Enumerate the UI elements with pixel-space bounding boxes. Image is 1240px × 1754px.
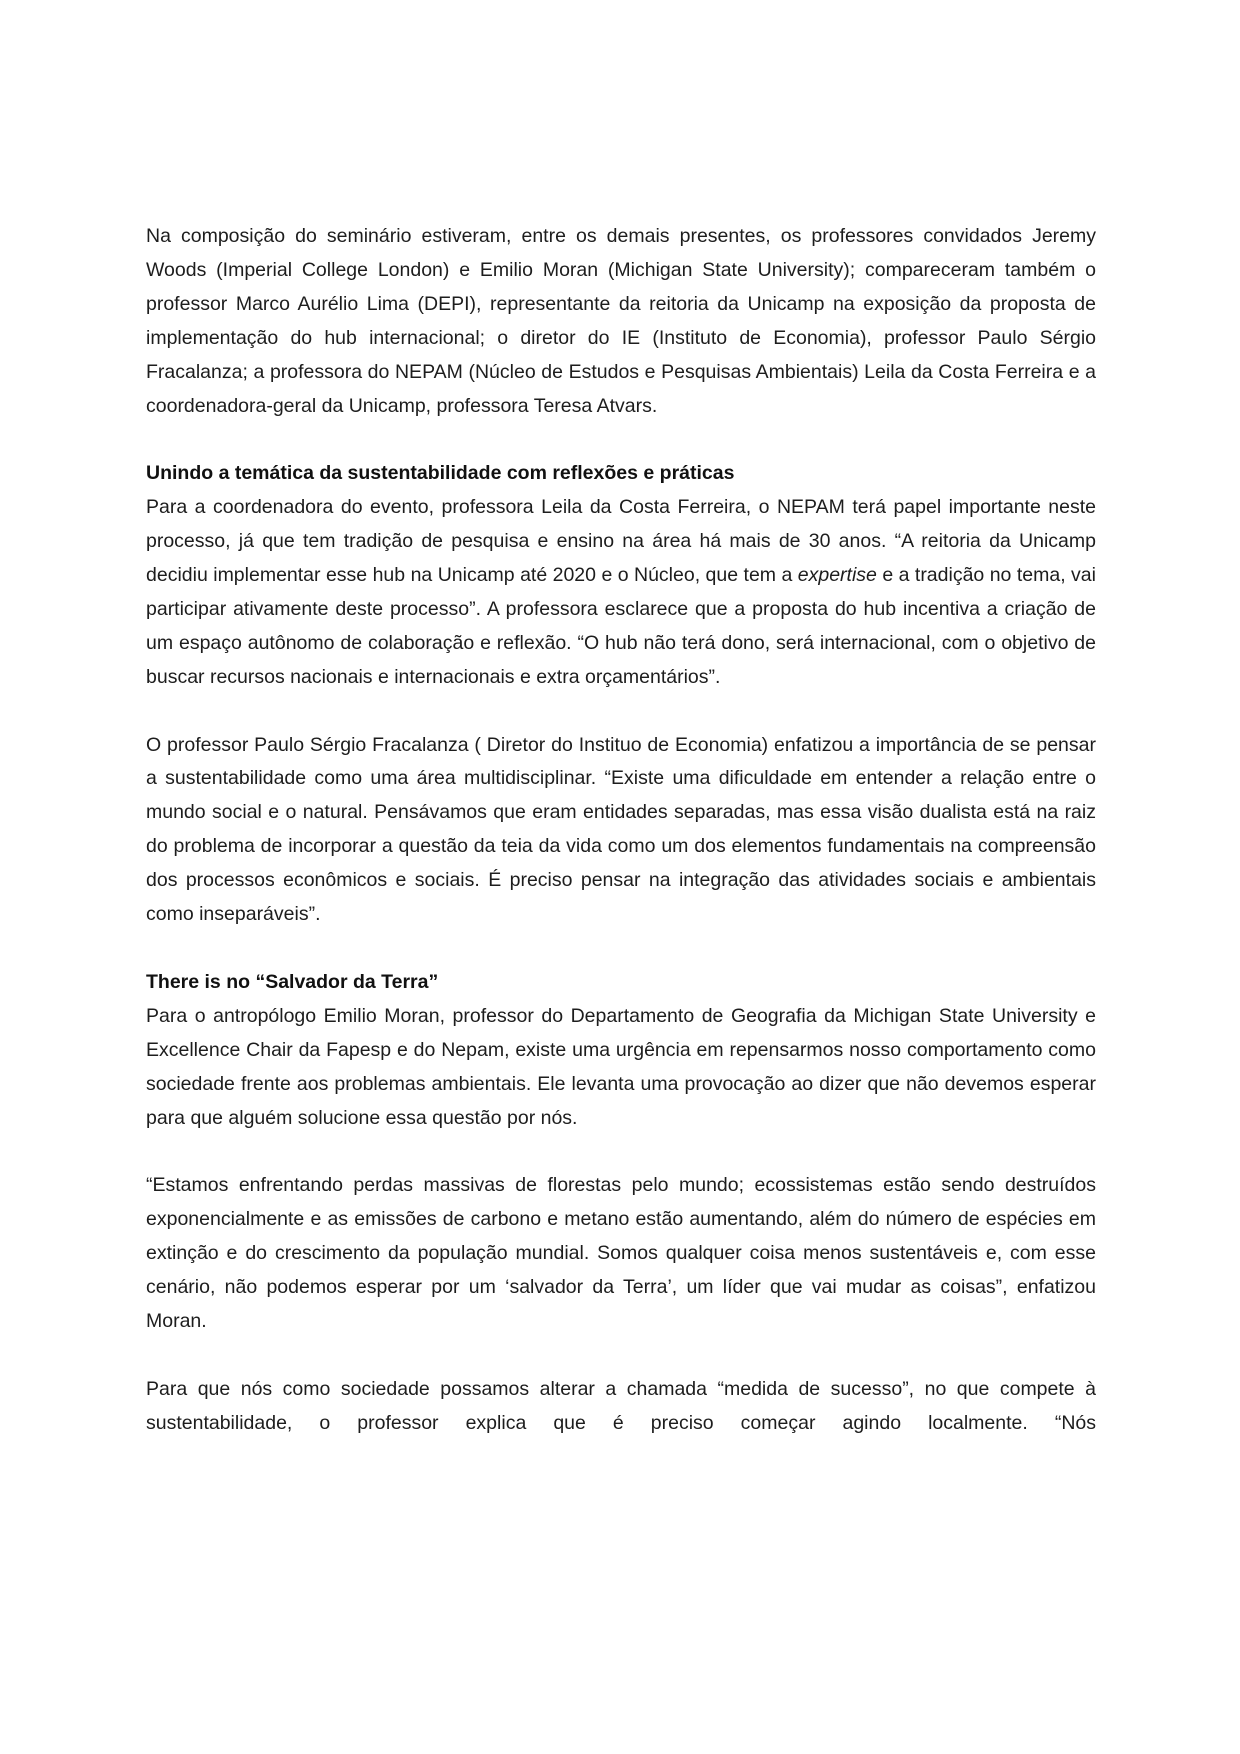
paragraph-text: e a tradição no tema, vai participar ativamente deste processo”. A professora esclarece que a proposta do hub incentiva a criação de um espaço autônomo de colaboração e reflexão. “O hub não terá dono, será internacional, com o objetivo de buscar recursos nacionais e internacionais e extra orçamentários”. — [146, 564, 1096, 688]
paragraph-gap — [146, 1339, 1096, 1373]
section-heading-salvador: There is no “Salvador da Terra” — [146, 970, 439, 993]
document-page — [146, 220, 1096, 1441]
italic-term: expertise — [797, 564, 877, 587]
paragraph-success-measure: Para que nós como sociedade possamos alterar a chamada “medida de sucesso”, no que compete à sustentabilidade, o professor explica que é preciso começar agindo localmente. “Nós — [146, 1377, 1096, 1434]
paragraph-coordinator-quote — [146, 491, 1096, 694]
paragraph-moran-intro: Para o antropólogo Emilio Moran, professor do Departamento de Geografia da Michigan State University e Excellence Chair da Fapesp e do Nepam, existe uma urgência em repensarmos nosso comportamento como sociedade frente aos problemas ambientais. Ele levanta uma provocação ao dizer que não devemos esperar para que alguém solucione essa questão por nós. — [146, 1004, 1096, 1129]
paragraph-gap — [146, 695, 1096, 729]
paragraph-gap — [146, 1135, 1096, 1169]
section-heading-sustainability: Unindo a temática da sustentabilidade com reflexões e práticas — [146, 462, 735, 485]
paragraph-text: Para a coordenadora do evento, professora Leila da Costa Ferreira, o NEPAM terá papel importante neste processo, já que tem tradição de pesquisa e ensino na área há mais de 30 anos. “A reitoria da Unicamp decidiu implementar esse hub na Unicamp até 2020 e o Núcleo, que tem a — [146, 496, 1096, 587]
paragraph-gap — [146, 932, 1096, 966]
paragraph-moran-quote: “Estamos enfrentando perdas massivas de florestas pelo mundo; ecossistemas estão sendo destruídos exponencialmente e as emissões de carbono e metano estão aumentando, além do número de espécies em extinção e do crescimento da população mundial. Somos qualquer coisa menos sustentáveis e, com esse cenário, não podemos esperar por um ‘salvador da Terra’, um líder que vai mudar as coisas”, enfatizou Moran. — [146, 1174, 1096, 1332]
paragraph-seminar-composition: Na composição do seminário estiveram, entre os demais presentes, os professores convidados Jeremy Woods (Imperial College London) e Emilio Moran (Michigan State University); compareceram também o professor Marco Aurélio Lima (DEPI), representante da reitoria da Unicamp na exposição da proposta de implementação do hub internacional; o diretor do IE (Instituto de Economia), professor Paulo Sérgio Fracalanza; a professora do NEPAM (Núcleo de Estudos e Pesquisas Ambientais) Leila da Costa Ferreira e a coordenadora-geral da Unicamp, professora Teresa Atvars. — [146, 225, 1096, 417]
paragraph-fracalanza: O professor Paulo Sérgio Fracalanza ( Diretor do Instituo de Economia) enfatizou a importância de se pensar a sustentabilidade como uma área multidisciplinar. “Existe uma dificuldade em entender a relação entre o mundo social e o natural. Pensávamos que eram entidades separadas, mas essa visão dualista está na raiz do problema de incorporar a questão da teia da vida como um dos elementos fundamentais na compreensão dos processos econômicos e sociais. É preciso pensar na integração das atividades sociais e ambientais como inseparáveis”. — [146, 733, 1096, 926]
paragraph-gap — [146, 423, 1096, 457]
